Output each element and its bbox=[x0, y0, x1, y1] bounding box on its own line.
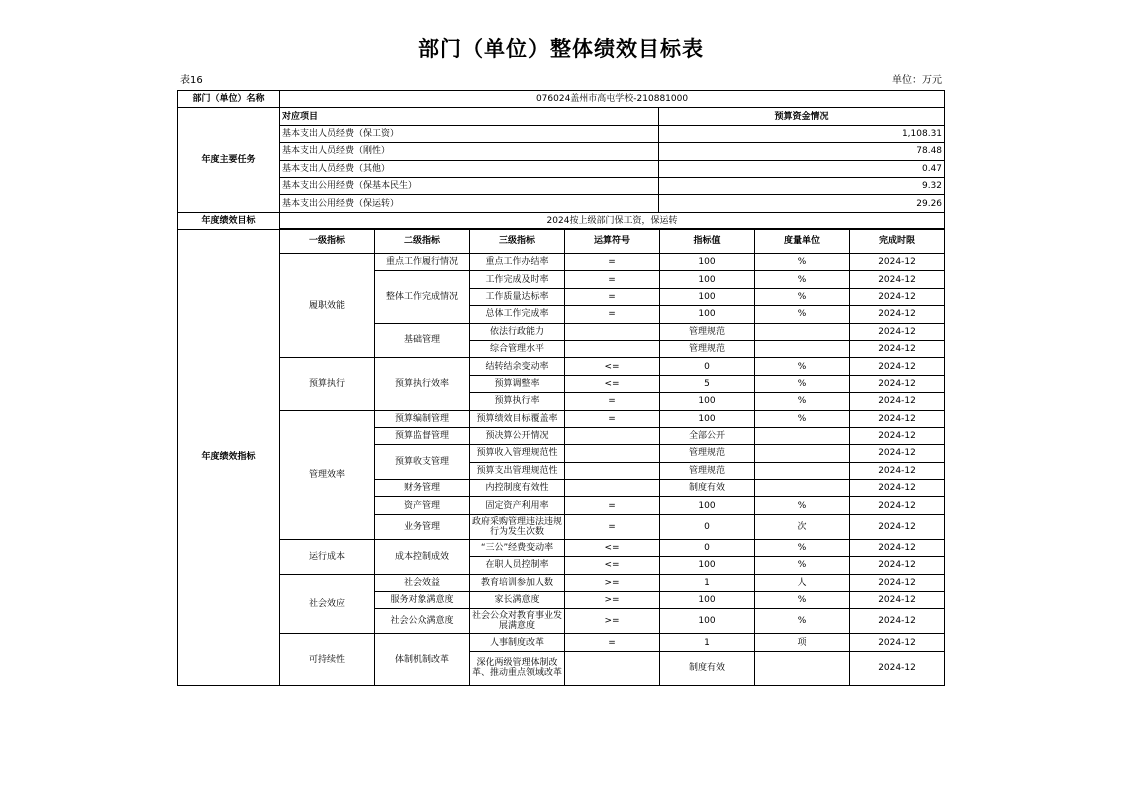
task-amount: 0.47 bbox=[659, 160, 945, 177]
value-cell: 100 bbox=[660, 271, 755, 288]
value-cell: 100 bbox=[660, 306, 755, 323]
level2-cell: 重点工作履行情况 bbox=[375, 254, 470, 271]
value-cell: 100 bbox=[660, 410, 755, 427]
level3-cell: 预决算公开情况 bbox=[470, 427, 565, 444]
level3-cell: 结转结余变动率 bbox=[470, 358, 565, 375]
annual-goal-label: 年度绩效目标 bbox=[178, 212, 280, 229]
task-row bbox=[178, 177, 945, 194]
deadline-cell: 2024-12 bbox=[850, 557, 945, 574]
level2-cell: 业务管理 bbox=[375, 514, 470, 539]
value-cell: 管理规范 bbox=[660, 445, 755, 462]
operator-cell: = bbox=[565, 271, 660, 288]
level2-cell: 社会公众满意度 bbox=[375, 609, 470, 634]
unit-cell bbox=[755, 427, 850, 444]
dept-name: 076024盖州市高屯学校-210881000 bbox=[280, 91, 945, 108]
level1-cell: 预算执行 bbox=[280, 358, 375, 410]
operator-cell: = bbox=[565, 254, 660, 271]
table-row bbox=[178, 634, 945, 651]
deadline-cell: 2024-12 bbox=[850, 340, 945, 357]
unit-cell: % bbox=[755, 375, 850, 392]
level3-cell: 工作完成及时率 bbox=[470, 271, 565, 288]
header-cell: 度量单位 bbox=[755, 229, 850, 254]
summary-table bbox=[177, 90, 945, 230]
page-title: 部门（单位）整体绩效目标表 bbox=[418, 37, 704, 61]
task-amount: 9.32 bbox=[659, 177, 945, 194]
deadline-cell: 2024-12 bbox=[850, 393, 945, 410]
task-item: 基本支出人员经费（刚性） bbox=[280, 143, 659, 160]
header-cell: 指标值 bbox=[660, 229, 755, 254]
table-row bbox=[178, 410, 945, 427]
unit-cell: % bbox=[755, 393, 850, 410]
table-row bbox=[178, 539, 945, 556]
value-cell: 制度有效 bbox=[660, 651, 755, 685]
deadline-cell: 2024-12 bbox=[850, 497, 945, 514]
deadline-cell: 2024-12 bbox=[850, 514, 945, 539]
level3-cell: 内控制度有效性 bbox=[470, 480, 565, 497]
level1-cell: 社会效应 bbox=[280, 574, 375, 634]
unit-label: 单位：万元 bbox=[892, 75, 942, 86]
deadline-cell: 2024-12 bbox=[850, 271, 945, 288]
operator-cell bbox=[565, 480, 660, 497]
operator-cell: <= bbox=[565, 539, 660, 556]
task-amount: 29.26 bbox=[659, 195, 945, 212]
level1-cell: 可持续性 bbox=[280, 634, 375, 685]
level3-cell: “三公”经费变动率 bbox=[470, 539, 565, 556]
level3-cell: 预算调整率 bbox=[470, 375, 565, 392]
operator-cell bbox=[565, 427, 660, 444]
dept-row bbox=[178, 91, 945, 108]
task-row bbox=[178, 143, 945, 160]
level3-cell: 依法行政能力 bbox=[470, 323, 565, 340]
value-cell: 100 bbox=[660, 288, 755, 305]
level3-cell: 预算绩效目标覆盖率 bbox=[470, 410, 565, 427]
task-item: 基本支出人员经费（保工资） bbox=[280, 125, 659, 142]
deadline-cell: 2024-12 bbox=[850, 592, 945, 609]
header-cell: 运算符号 bbox=[565, 229, 660, 254]
deadline-cell: 2024-12 bbox=[850, 445, 945, 462]
unit-cell: 项 bbox=[755, 634, 850, 651]
unit-cell: % bbox=[755, 497, 850, 514]
level3-cell: 重点工作办结率 bbox=[470, 254, 565, 271]
level1-cell: 运行成本 bbox=[280, 539, 375, 574]
deadline-cell: 2024-12 bbox=[850, 288, 945, 305]
level3-cell: 深化两级管理体制改革、推动重点领域改革 bbox=[470, 651, 565, 685]
level2-cell: 整体工作完成情况 bbox=[375, 271, 470, 323]
task-amount: 1,108.31 bbox=[659, 125, 945, 142]
level1-cell: 履职效能 bbox=[280, 254, 375, 358]
level2-cell: 资产管理 bbox=[375, 497, 470, 514]
unit-cell: % bbox=[755, 592, 850, 609]
dept-label: 部门（单位）名称 bbox=[178, 91, 280, 108]
annual-goal-text: 2024按上级部门保工资，保运转 bbox=[280, 212, 945, 229]
operator-cell: = bbox=[565, 410, 660, 427]
operator-cell: <= bbox=[565, 358, 660, 375]
unit-cell bbox=[755, 340, 850, 357]
unit-cell: % bbox=[755, 358, 850, 375]
deadline-cell: 2024-12 bbox=[850, 358, 945, 375]
operator-cell bbox=[565, 462, 660, 479]
value-cell: 管理规范 bbox=[660, 462, 755, 479]
deadline-cell: 2024-12 bbox=[850, 427, 945, 444]
operator-cell: <= bbox=[565, 375, 660, 392]
value-cell: 0 bbox=[660, 514, 755, 539]
unit-cell bbox=[755, 323, 850, 340]
value-cell: 100 bbox=[660, 592, 755, 609]
value-cell: 100 bbox=[660, 497, 755, 514]
task-row bbox=[178, 195, 945, 212]
level2-cell: 预算监督管理 bbox=[375, 427, 470, 444]
deadline-cell: 2024-12 bbox=[850, 651, 945, 685]
unit-cell: % bbox=[755, 271, 850, 288]
task-amount: 78.48 bbox=[659, 143, 945, 160]
table-row bbox=[178, 254, 945, 271]
level3-cell: 人事制度改革 bbox=[470, 634, 565, 651]
deadline-cell: 2024-12 bbox=[850, 539, 945, 556]
operator-cell: = bbox=[565, 393, 660, 410]
operator-cell bbox=[565, 445, 660, 462]
level2-cell: 成本控制成效 bbox=[375, 539, 470, 574]
unit-cell: % bbox=[755, 306, 850, 323]
value-cell: 100 bbox=[660, 609, 755, 634]
header-cell: 完成时限 bbox=[850, 229, 945, 254]
level3-cell: 工作质量达标率 bbox=[470, 288, 565, 305]
table-number: 表16 bbox=[180, 75, 203, 86]
header-cell: 三级指标 bbox=[470, 229, 565, 254]
level2-cell: 财务管理 bbox=[375, 480, 470, 497]
unit-cell: % bbox=[755, 609, 850, 634]
level3-cell: 预算执行率 bbox=[470, 393, 565, 410]
operator-cell bbox=[565, 651, 660, 685]
table-row bbox=[178, 358, 945, 375]
unit-cell: % bbox=[755, 288, 850, 305]
level3-cell: 综合管理水平 bbox=[470, 340, 565, 357]
indicators-label: 年度绩效指标 bbox=[178, 229, 280, 686]
col-item-header: 对应项目 bbox=[280, 108, 659, 125]
operator-cell: = bbox=[565, 497, 660, 514]
operator-cell: = bbox=[565, 306, 660, 323]
indicators-header-row bbox=[178, 229, 945, 254]
deadline-cell: 2024-12 bbox=[850, 462, 945, 479]
deadline-cell: 2024-12 bbox=[850, 375, 945, 392]
value-cell: 管理规范 bbox=[660, 340, 755, 357]
deadline-cell: 2024-12 bbox=[850, 634, 945, 651]
value-cell: 管理规范 bbox=[660, 323, 755, 340]
value-cell: 100 bbox=[660, 254, 755, 271]
deadline-cell: 2024-12 bbox=[850, 254, 945, 271]
task-row bbox=[178, 160, 945, 177]
operator-cell bbox=[565, 340, 660, 357]
indicators-table bbox=[177, 228, 945, 686]
level3-cell: 社会公众对教育事业发展满意度 bbox=[470, 609, 565, 634]
task-item: 基本支出公用经费（保基本民生） bbox=[280, 177, 659, 194]
level3-cell: 总体工作完成率 bbox=[470, 306, 565, 323]
level1-cell: 管理效率 bbox=[280, 410, 375, 539]
value-cell: 100 bbox=[660, 393, 755, 410]
value-cell: 1 bbox=[660, 634, 755, 651]
level3-cell: 预算收入管理规范性 bbox=[470, 445, 565, 462]
operator-cell: >= bbox=[565, 574, 660, 591]
unit-cell: % bbox=[755, 539, 850, 556]
table-row bbox=[178, 574, 945, 591]
col-budget-header: 预算资金情况 bbox=[659, 108, 945, 125]
level3-cell: 预算支出管理规范性 bbox=[470, 462, 565, 479]
level3-cell: 固定资产利用率 bbox=[470, 497, 565, 514]
annual-tasks-label: 年度主要任务 bbox=[178, 108, 280, 212]
tasks-header-row bbox=[178, 108, 945, 125]
level3-cell: 在职人员控制率 bbox=[470, 557, 565, 574]
value-cell: 5 bbox=[660, 375, 755, 392]
level2-cell: 服务对象满意度 bbox=[375, 592, 470, 609]
deadline-cell: 2024-12 bbox=[850, 323, 945, 340]
level2-cell: 基础管理 bbox=[375, 323, 470, 358]
operator-cell: = bbox=[565, 634, 660, 651]
unit-cell: % bbox=[755, 557, 850, 574]
deadline-cell: 2024-12 bbox=[850, 480, 945, 497]
task-item: 基本支出人员经费（其他） bbox=[280, 160, 659, 177]
deadline-cell: 2024-12 bbox=[850, 410, 945, 427]
task-row bbox=[178, 125, 945, 142]
level2-cell: 预算收支管理 bbox=[375, 445, 470, 480]
level3-cell: 政府采购管理违法违规行为发生次数 bbox=[470, 514, 565, 539]
level2-cell: 社会效益 bbox=[375, 574, 470, 591]
value-cell: 0 bbox=[660, 539, 755, 556]
unit-cell: % bbox=[755, 410, 850, 427]
operator-cell: = bbox=[565, 514, 660, 539]
task-item: 基本支出公用经费（保运转） bbox=[280, 195, 659, 212]
operator-cell: >= bbox=[565, 609, 660, 634]
level3-cell: 教育培训参加人数 bbox=[470, 574, 565, 591]
header-cell: 一级指标 bbox=[280, 229, 375, 254]
level2-cell: 预算编制管理 bbox=[375, 410, 470, 427]
value-cell: 制度有效 bbox=[660, 480, 755, 497]
deadline-cell: 2024-12 bbox=[850, 306, 945, 323]
value-cell: 0 bbox=[660, 358, 755, 375]
unit-cell: 次 bbox=[755, 514, 850, 539]
operator-cell: = bbox=[565, 288, 660, 305]
header-cell: 二级指标 bbox=[375, 229, 470, 254]
operator-cell: <= bbox=[565, 557, 660, 574]
operator-cell: >= bbox=[565, 592, 660, 609]
unit-cell bbox=[755, 651, 850, 685]
value-cell: 100 bbox=[660, 557, 755, 574]
level3-cell: 家长满意度 bbox=[470, 592, 565, 609]
unit-cell: 人 bbox=[755, 574, 850, 591]
deadline-cell: 2024-12 bbox=[850, 609, 945, 634]
unit-cell bbox=[755, 462, 850, 479]
value-cell: 1 bbox=[660, 574, 755, 591]
operator-cell bbox=[565, 323, 660, 340]
level2-cell: 体制机制改革 bbox=[375, 634, 470, 685]
unit-cell bbox=[755, 480, 850, 497]
unit-cell bbox=[755, 445, 850, 462]
value-cell: 全部公开 bbox=[660, 427, 755, 444]
level2-cell: 预算执行效率 bbox=[375, 358, 470, 410]
deadline-cell: 2024-12 bbox=[850, 574, 945, 591]
unit-cell: % bbox=[755, 254, 850, 271]
